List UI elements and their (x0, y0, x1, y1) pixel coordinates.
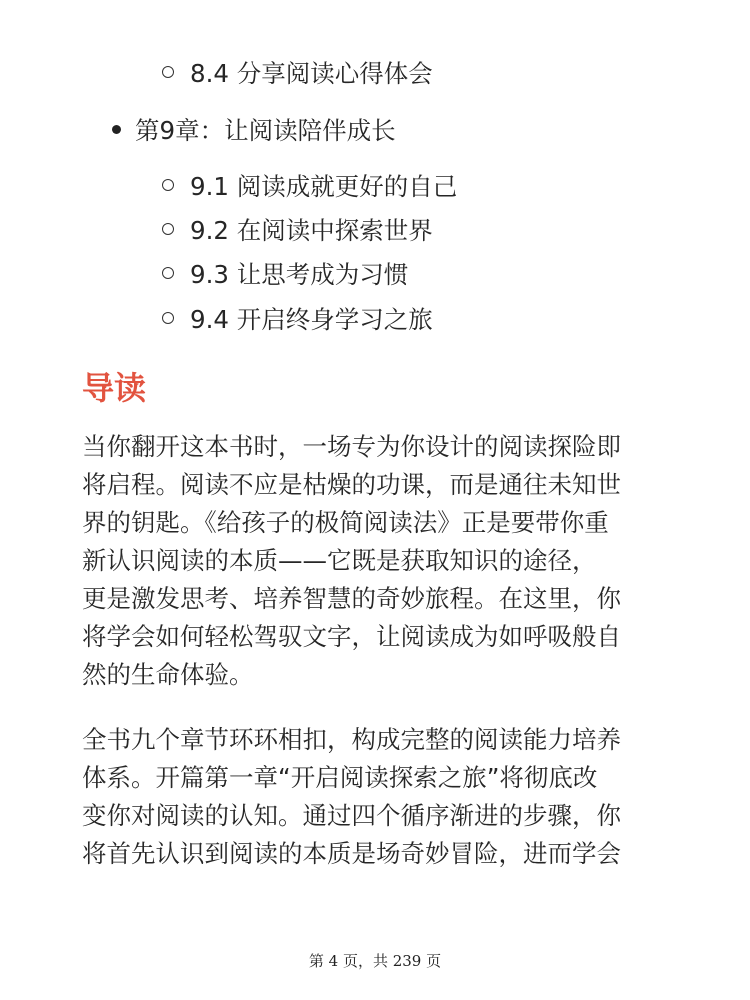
intro-paragraph (82, 428, 674, 694)
toc-chapter-label: 第9章：让阅读陪伴成长 (135, 115, 396, 145)
hollow-bullet-icon (162, 267, 174, 279)
toc-item-label: 9.3 让思考成为习惯 (190, 259, 409, 289)
paragraph-line: 界的钥匙。《给孩子的极简阅读法》正是要带你重 (82, 508, 609, 537)
page-number: 第 4 页，共 239 页 (308, 952, 442, 970)
hollow-bullet-icon (162, 179, 174, 191)
toc-item-8-4[interactable] (162, 52, 433, 92)
hollow-bullet-icon (162, 312, 174, 324)
hollow-bullet-icon (162, 223, 174, 235)
paragraph-line: 当你翻开这本书时，一场专为你设计的阅读探险即 (82, 432, 621, 461)
paragraph-line: 全书九个章节环环相扣，构成完整的阅读能力培养 (82, 725, 621, 754)
toc-item-9-4[interactable] (162, 298, 433, 338)
intro-paragraph (82, 721, 674, 873)
paragraph-line: 体系。开篇第一章“开启阅读探索之旅”将彻底改 (82, 763, 598, 792)
paragraph-line: 更是激发思考、培养智慧的奇妙旅程。在这里，你 (82, 584, 621, 613)
toc-item-label: 9.4 开启终身学习之旅 (190, 304, 433, 334)
filled-bullet-icon (112, 125, 121, 134)
paragraph-line: 将学会如何轻松驾驭文字，让阅读成为如呼吸般自 (82, 622, 621, 651)
hollow-bullet-icon (162, 66, 174, 78)
toc-item-9-3[interactable] (162, 253, 408, 293)
toc-item-label: 9.1 阅读成就更好的自己 (190, 171, 458, 201)
paragraph-line: 然的生命体验。 (82, 660, 254, 689)
toc-chapter-9[interactable] (112, 109, 396, 149)
paragraph-line: 新认识阅读的本质——它既是获取知识的途径， (82, 546, 597, 575)
toc-item-9-1[interactable] (162, 165, 457, 205)
paragraph-line: 将首先认识到阅读的本质是场奇妙冒险，进而学会 (82, 839, 621, 868)
toc-item-label: 9.2 在阅读中探索世界 (190, 215, 433, 245)
section-heading-intro: 导读 (82, 369, 147, 407)
paragraph-line: 变你对阅读的认知。通过四个循序渐进的步骤，你 (82, 801, 621, 830)
toc-item-label: 8.4 分享阅读心得体会 (190, 58, 433, 88)
paragraph-line: 将启程。阅读不应是枯燥的功课，而是通往未知世 (82, 470, 621, 499)
toc-item-9-2[interactable] (162, 209, 433, 249)
